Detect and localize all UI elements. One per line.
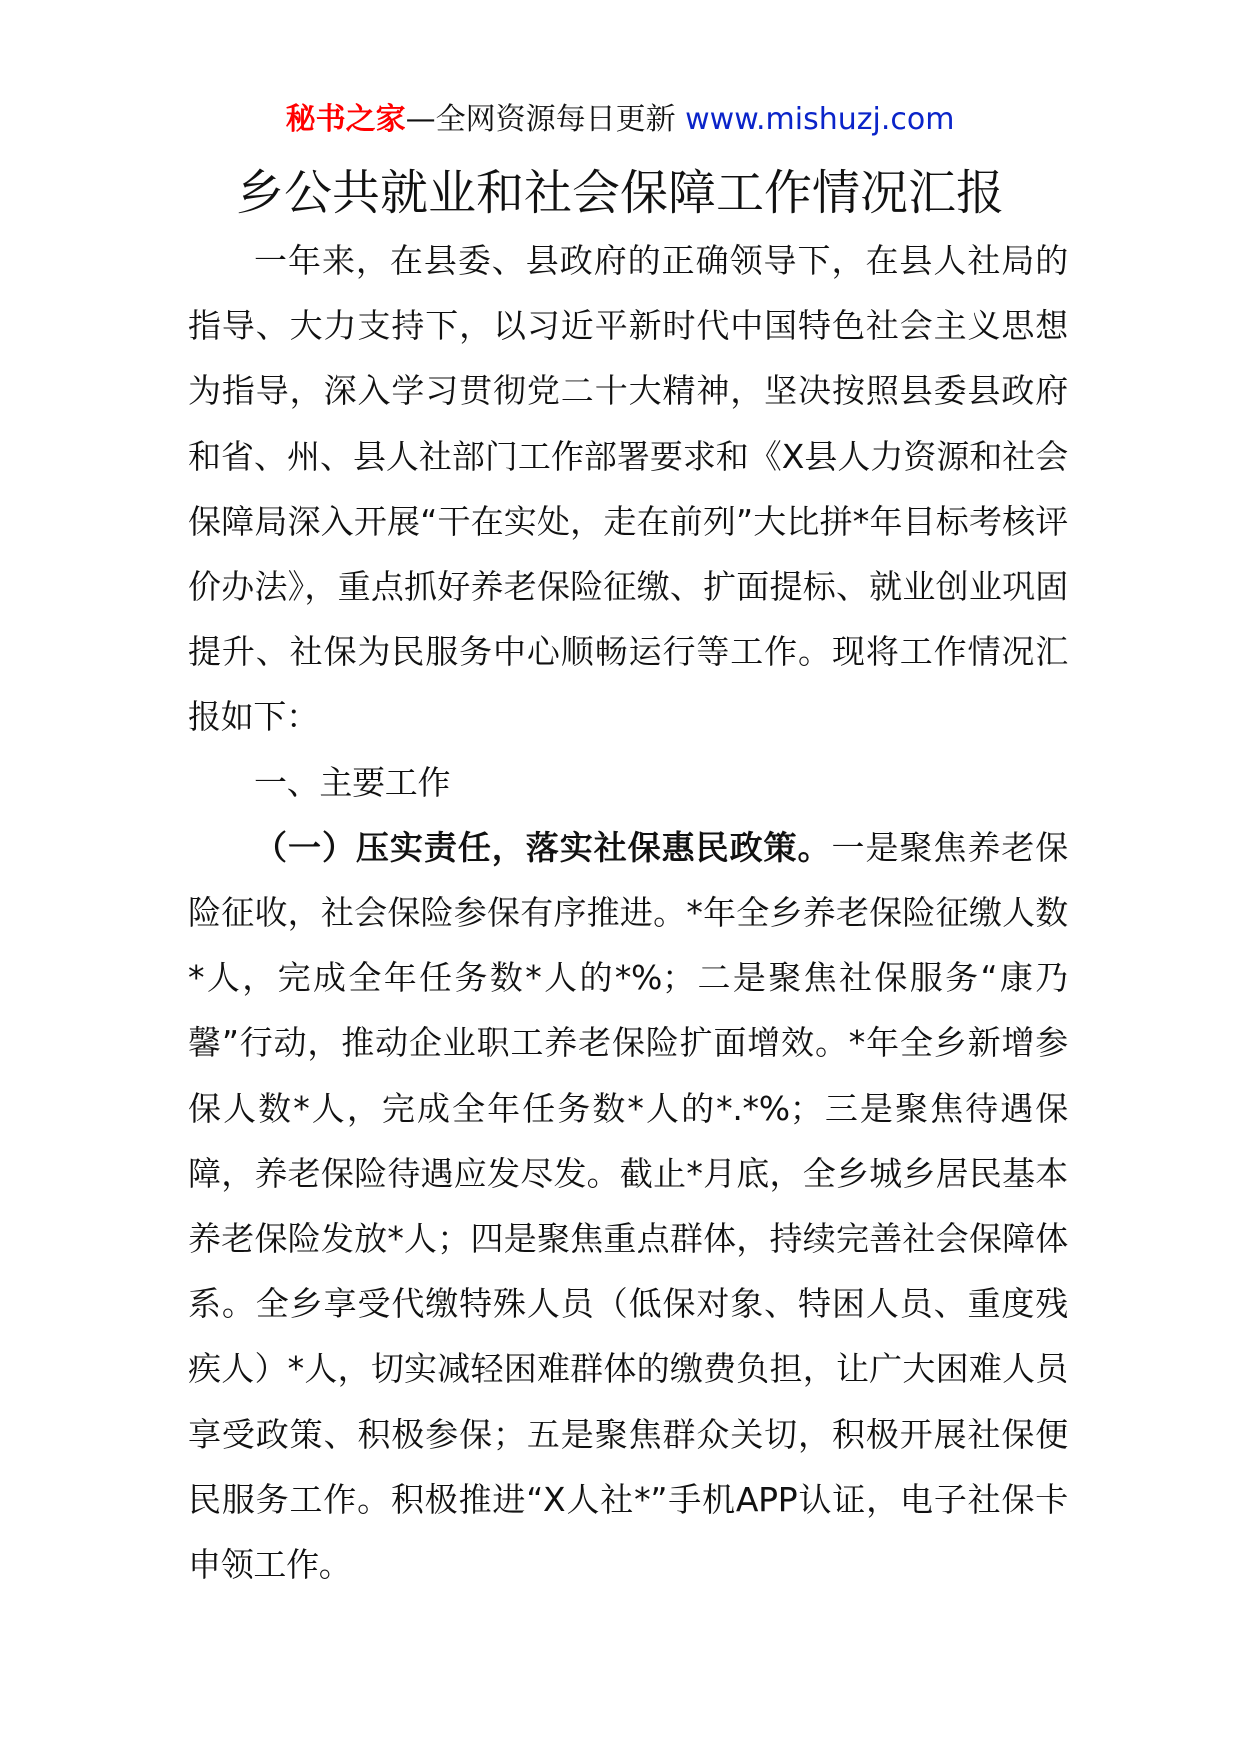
section-heading: 一、主要工作 — [254, 762, 451, 802]
header-tagline: —全网资源每日更新 — [405, 102, 686, 137]
subsection-paragraph — [188, 815, 1068, 1597]
site-url-link[interactable]: www.mishuzj.com — [685, 102, 955, 137]
subsection-lead: （一）压实责任，落实社保惠民政策。 — [254, 827, 832, 867]
intro-paragraph: 一年来，在县委、县政府的正确领导下，在县人社局的指导、大力支持下，以习近平新时代中国特色社会主义思想为指导，深入学习贯彻党二十大精神，坚决按照县委县政府和省、州、县人社部门工作部署要求和《X县人力资源和社会保障局深入开展“干在实处，走在前列”大比拼*年目标考核评价办法》，重点抓好养老保险征缴、扩面提标、就业创业巩固提升、社保为民服务中心顺畅运行等工作。现将工作情况汇报如下： — [188, 241, 1068, 737]
subsection-body: 一是聚焦养老保险征收，社会保险参保有序推进。*年全乡养老保险征缴人数*人，完成全年任务数*人的*%；二是聚焦社保服务“康乃馨”行动，推动企业职工养老保险扩面增效。*年全乡新增参保人数*人，完成全年任务数*人的*.*%；三是聚焦待遇保障，养老保险待遇应发尽发。截止*月底，全乡城乡居民基本养老保险发放*人；四是聚焦重点群体，持续完善社会保障体系。全乡享受代缴特殊人员（低保对象、特困人员、重度残疾人）*人，切实减轻困难群体的缴费负担，让广大困难人员享受政策、积极参保；五是聚焦群众关切，积极开展社保便民服务工作。积极推进“X人社*”手机APP认证，电子社保卡申领工作。 — [188, 827, 1068, 1585]
brand-name: 秘书之家 — [285, 102, 406, 137]
document-title: 乡公共就业和社会保障工作情况汇报 — [235, 165, 1004, 221]
site-header — [0, 100, 1240, 140]
document-body — [188, 228, 1068, 1597]
